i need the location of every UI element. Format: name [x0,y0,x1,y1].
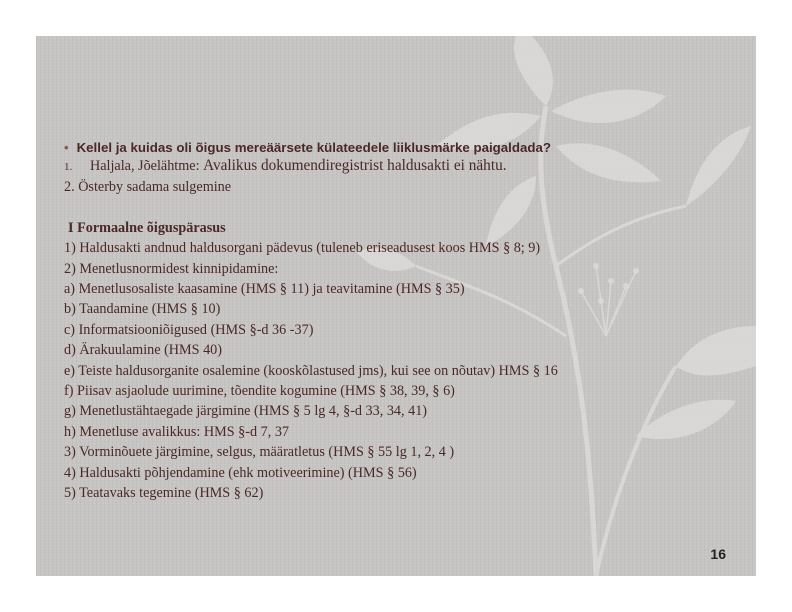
item-1-number: 1. [64,161,73,173]
spacer [64,198,734,218]
bullet-icon: • [64,140,69,155]
page-number: 16 [710,546,726,562]
list-line: 4) Haldusakti põhjendamine (ehk motiveerimine) (HMS § 56) [64,464,417,481]
item-1 [64,156,734,177]
slide-content [64,140,734,504]
list-line: 2) Menetlusnormidest kinnipidamine: [64,260,279,277]
question-text: Kellel ja kuidas oli õigus mereäärsete külateedele liiklusmärke paigaldada? [76,140,552,155]
slide [36,36,756,576]
list-line: e) Teiste haldusorganite osalemine (kooskõlastused jms), kui see on nõutav) HMS § 16 [64,362,558,379]
list-line: a) Menetlusosaliste kaasamine (HMS § 11) ja teavitamine (HMS § 35) [64,281,465,298]
question-line [64,140,734,155]
item-1-prefix: Haljala, Jõelähtme: [90,158,200,174]
item-2: 2. Österby sadama sulgemine [64,179,232,196]
list-line: c) Informatsiooniõigused (HMS §-d 36 -37) [64,321,314,338]
list-line: d) Ärakuulamine (HMS 40) [64,342,223,359]
list-line: 1) Haldusakti andnud haldusorgani pädevus (tuleneb eriseadusest koos HMS § 8; 9) [64,240,541,257]
item-1-text: Avalikus dokumendiregistrist haldusakti ei nähtu. [203,157,507,174]
list-line: f) Piisav asjaolude uurimine, tõendite kogumine (HMS § 38, 39, § 6) [64,383,455,400]
list-line: 5) Teatavaks tegemine (HMS § 62) [64,485,264,502]
list-line: b) Taandamine (HMS § 10) [64,301,221,318]
list-line: h) Menetluse avalikkus: HMS §-d 7, 37 [64,423,290,440]
section-heading: I Formaalne õiguspärasus [68,219,226,236]
list-line: 3) Vorminõuete järgimine, selgus, määratletus (HMS § 55 lg 1, 2, 4 ) [64,444,455,461]
list-line: g) Menetlustähtaegade järgimine (HMS § 5 lg 4, §-d 33, 34, 41) [64,403,428,420]
